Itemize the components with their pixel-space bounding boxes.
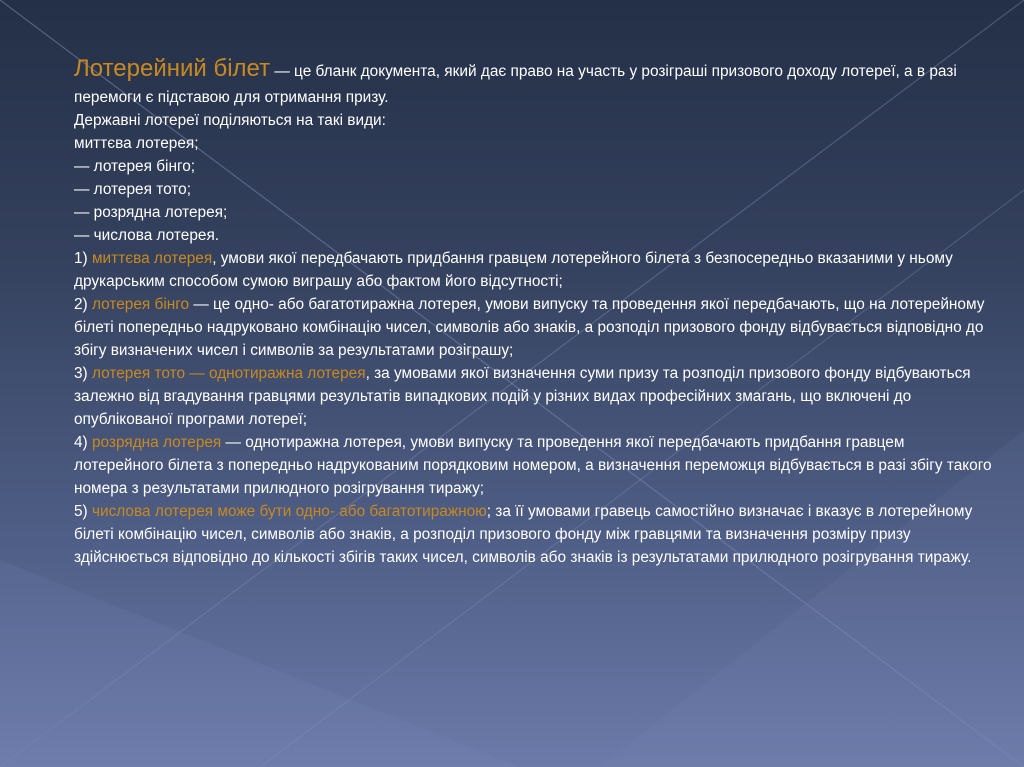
item-paragraph (74, 362, 994, 431)
list-item: миттєва лотерея; (74, 135, 199, 152)
item-number: 2) (74, 296, 92, 313)
item-term: миттєва лотерея (91, 250, 213, 267)
item-number: 4) (74, 434, 92, 451)
list-item: — розрядна лотерея; (74, 204, 228, 221)
item-paragraph (74, 500, 994, 569)
list-item: — лотерея тото; (74, 181, 192, 198)
item-number: 1) (74, 250, 92, 267)
item-text: , умови якої передбачають придбання гравцем лотерейного білета з безпосередньо вказаними у ньому друкарським способом сумою виграшу або фактом його відсутності; (74, 250, 953, 290)
list-item: — числова лотерея. (74, 227, 220, 244)
definition-paragraph (74, 52, 994, 109)
item-term: розрядна лотерея (91, 434, 222, 451)
intro-text: Державні лотереї поділяються на такі види: (74, 112, 386, 129)
list-item: — лотерея бінго; (74, 158, 196, 175)
item-number: 3) (74, 365, 92, 382)
item-text: — це одно- або багатотиражна лотерея, умови випуску та проведення якої передбачають, що на лотерейному білеті попередньо надруковано комбінацію чисел, символів або знаків, а розподіл призового фонду відбувається відповідно до збігу визначених чисел і символів за результатами розіграшу; (74, 296, 985, 359)
item-text: — однотиражна лотерея, умови випуску та проведення якої передбачають придбання гравцем лотерейного білета з попередньо надрукованим порядковим номером, а визначення переможця відбувається в разі збігу такого номера з результатами прилюдного розігрування тиражу; (74, 434, 992, 497)
item-text: , за умовами якої визначення суми призу та розподіл призового фонду відбуваються залежно від вгадування гравцями результатів випадкових подій у різних видах професійних змагань, що включені до опублікованої програми лотереї; (74, 365, 971, 428)
item-number: 5) (74, 503, 92, 520)
light-wedge (0, 560, 520, 767)
item-text: ; за її умовами гравець самостійно визначає і вказує в лотерейному білеті комбінацію чисел, символів або знаків, а розподіл призового фонду між гравцями та визначення розміру призу здійснюється відповідно до кількості збігів таких чисел, символів або знаків із результатами прилюдного розігрування тиражу. (74, 503, 973, 566)
item-term: лотерея тото — однотиражна лотерея (91, 365, 366, 382)
item-paragraph (74, 247, 994, 293)
item-paragraph (74, 293, 994, 362)
title-term: Лотерейний білет (74, 55, 271, 82)
item-term: числова лотерея може бути одно- або багатотиражною (91, 503, 487, 520)
definition-text: — це бланк документа, який дає право на участь у розіграші призового доходу лотереї, а в разі перемоги є підставою для отримання призу. (74, 63, 957, 106)
slide-content (74, 52, 994, 569)
item-term: лотерея бінго (91, 296, 190, 313)
item-paragraph (74, 431, 994, 500)
